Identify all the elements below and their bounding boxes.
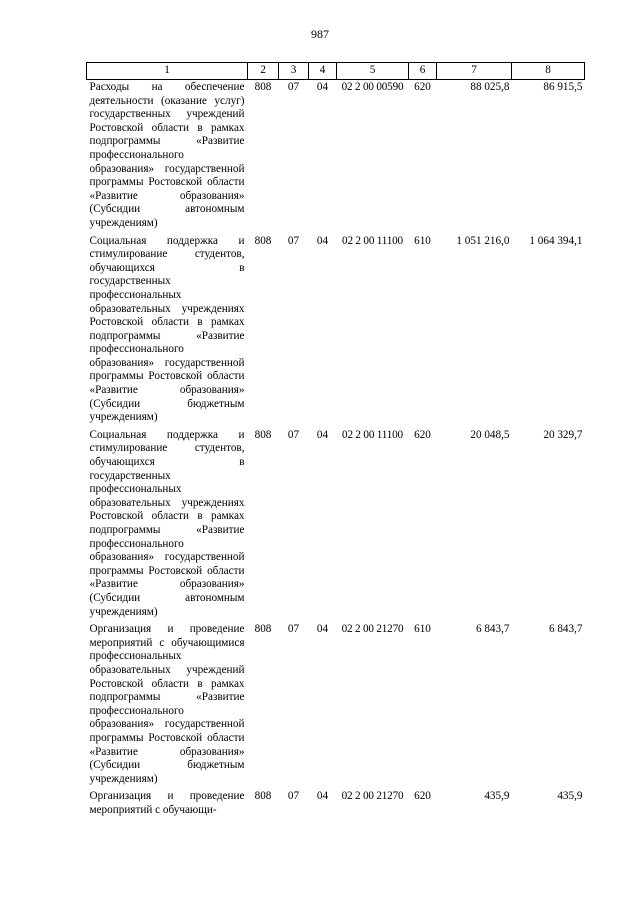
cell-amount-col7: 1 051 216,0 <box>456 234 510 247</box>
row-description: Организация и проведение мероприятий с обучающи- <box>89 790 245 816</box>
cell-amount-col8: 1 064 394,1 <box>529 234 583 247</box>
cell-target-article: 02 2 00 21270 <box>341 790 404 803</box>
cell-expense-type: 620 <box>414 428 431 441</box>
table-row <box>87 789 585 820</box>
cell-target-article: 02 2 00 11100 <box>342 428 403 441</box>
cell-target-article: 02 2 00 21270 <box>341 623 404 636</box>
cell-amount-col8: 6 843,7 <box>548 623 583 636</box>
row-description: Организация и проведение мероприятий с обучающимися профессиональных образовательных учреждений Ростовской области в рамках подпрограммы «Развитие профессионального образования» государственной программы Ростовской области «Развитие образования» (Субсидии бюджетным учреждениям) <box>89 623 245 785</box>
cell-ministry-code: 808 <box>254 790 272 803</box>
row-description: Расходы на обеспечение деятельности (оказание услуг) государственных учреждений Ростовской области в рамках подпрограммы «Развитие профессионального образования» государственной программы Ростовской области «Развитие образования» (Субсидии автономным учреждениям) <box>89 81 245 229</box>
table-header-row <box>87 63 585 80</box>
cell-amount-col7: 20 048,5 <box>470 428 510 441</box>
cell-expense-type: 610 <box>414 234 431 247</box>
cell-section: 07 <box>287 790 300 803</box>
cell-amount-col8: 20 329,7 <box>543 428 583 441</box>
cell-section: 07 <box>287 428 300 441</box>
column-header: 6 <box>409 63 437 80</box>
cell-amount-col7: 6 843,7 <box>475 623 510 636</box>
column-header: 8 <box>512 63 585 80</box>
column-header: 5 <box>337 63 409 80</box>
row-description: Социальная поддержка и стимулирование студентов, обучающихся в государственных профессиональных образовательных учреждениях Ростовской области в рамках подпрограммы «Развитие профессионального образования» государственной программы Ростовской области «Развитие образования» (Субсидии бюджетным учреждениям) <box>89 234 245 424</box>
cell-ministry-code: 808 <box>254 428 272 441</box>
cell-amount-col7: 435,9 <box>484 790 510 803</box>
row-description: Социальная поддержка и стимулирование студентов, обучающихся в государственных профессиональных образовательных учреждениях Ростовской области в рамках подпрограммы «Развитие профессионального образования» государственной программы Ростовской области «Развитие образования» (Субсидии автономным учреждениям) <box>89 428 245 618</box>
cell-expense-type: 620 <box>414 790 431 803</box>
column-header: 3 <box>279 63 309 80</box>
cell-subsection: 04 <box>316 234 329 247</box>
cell-subsection: 04 <box>316 428 329 441</box>
page-number: 987 <box>311 27 329 41</box>
column-header: 1 <box>87 63 248 80</box>
table-row <box>87 234 585 428</box>
cell-amount-col7: 88 025,8 <box>470 81 510 93</box>
cell-section: 07 <box>287 623 300 636</box>
cell-expense-type: 620 <box>414 81 431 93</box>
cell-target-article: 02 2 00 11100 <box>342 234 403 247</box>
column-header: 2 <box>248 63 279 80</box>
cell-ministry-code: 808 <box>254 81 272 93</box>
cell-ministry-code: 808 <box>254 234 272 247</box>
cell-subsection: 04 <box>316 623 329 636</box>
table-row <box>87 80 585 234</box>
cell-subsection: 04 <box>316 790 329 803</box>
cell-section: 07 <box>287 234 300 247</box>
cell-amount-col8: 86 915,5 <box>543 81 583 93</box>
table-row <box>87 428 585 622</box>
cell-section: 07 <box>287 81 300 93</box>
table-row <box>87 622 585 789</box>
cell-amount-col8: 435,9 <box>557 790 583 803</box>
cell-ministry-code: 808 <box>254 623 272 636</box>
cell-expense-type: 610 <box>414 623 431 636</box>
column-header: 7 <box>437 63 512 80</box>
cell-subsection: 04 <box>316 81 329 93</box>
cell-target-article: 02 2 00 00590 <box>341 81 404 93</box>
budget-table <box>86 62 585 820</box>
column-header: 4 <box>309 63 337 80</box>
